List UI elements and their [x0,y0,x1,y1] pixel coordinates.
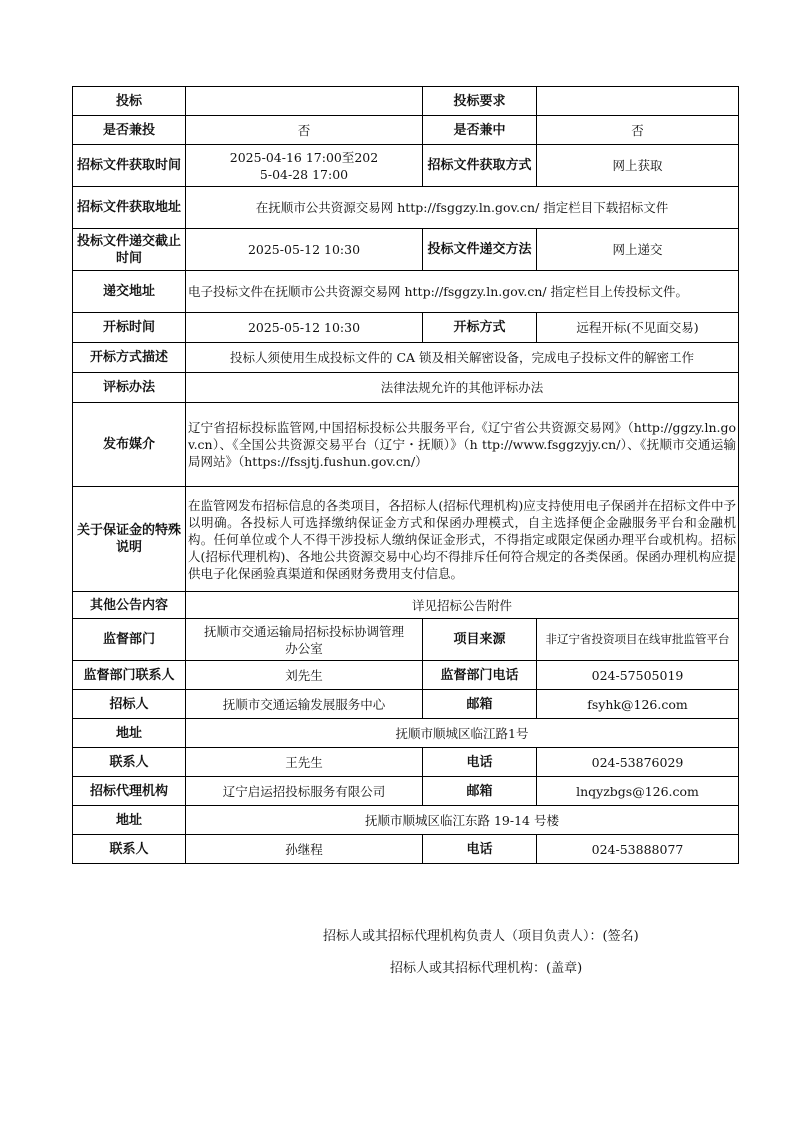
label-tender: 投标 [73,87,186,116]
value-concurrent-win: 否 [537,116,739,145]
value-tenderer-contact: 王先生 [186,748,423,777]
table-row [73,619,739,661]
value-submission-method: 网上递交 [537,229,739,271]
label-opening-method: 开标方式 [423,313,537,343]
value-tenderer-email: fsyhk@126.com [537,690,739,719]
value-opening-description: 投标人须使用生成投标文件的 CA 锁及相关解密设备，完成电子投标文件的解密工作 [186,343,739,373]
label-tenderer: 招标人 [73,690,186,719]
table-row [73,145,739,187]
value-agency-address: 抚顺市顺城区临江东路 19-14 号楼 [186,806,739,835]
table-row [73,806,739,835]
label-doc-acquire-method: 招标文件获取方式 [423,145,537,187]
label-agency-phone: 电话 [423,835,537,864]
table-row [73,116,739,145]
table-row [73,187,739,229]
table-row [73,343,739,373]
signature-line: 招标人或其招标代理机构负责人（项目负责人）：(签名) [323,929,639,944]
label-other-content: 其他公告内容 [73,592,186,619]
table-row [73,690,739,719]
table-row [73,835,739,864]
table-row [73,403,739,487]
value-doc-acquire-time: 2025-04-16 17:00至2025-04-28 17:00 [186,145,423,187]
value-submission-deadline: 2025-05-12 10:30 [186,229,423,271]
label-submission-deadline: 投标文件递交截止时间 [73,229,186,271]
label-doc-acquire-time: 招标文件获取时间 [73,145,186,187]
label-deposit-notes: 关于保证金的特殊说明 [73,487,186,592]
label-project-source: 项目来源 [423,619,537,661]
tender-info-table [72,86,739,864]
table-row [73,87,739,116]
table-row [73,592,739,619]
value-agency-email: lnqyzbgs@126.com [537,777,739,806]
label-tenderer-email: 邮箱 [423,690,537,719]
table-row [73,719,739,748]
label-concurrent-win: 是否兼中 [423,116,537,145]
label-agency-email: 邮箱 [423,777,537,806]
label-tenderer-contact: 联系人 [73,748,186,777]
table-row [73,487,739,592]
value-supervisor-contact: 刘先生 [186,661,423,690]
label-supervisor-phone: 监督部门电话 [423,661,537,690]
label-doc-acquire-address: 招标文件获取地址 [73,187,186,229]
value-agency-contact: 孙继程 [186,835,423,864]
value-agency: 辽宁启运招投标服务有限公司 [186,777,423,806]
table-row [73,313,739,343]
value-doc-acquire-method: 网上获取 [537,145,739,187]
value-opening-method: 远程开标(不见面交易) [537,313,739,343]
label-agency-contact: 联系人 [73,835,186,864]
value-tenderer-address: 抚顺市顺城区临江路1号 [186,719,739,748]
value-tender-requirement [537,87,739,116]
value-submission-address: 电子投标文件在抚顺市公共资源交易网 http://fsggzy.ln.gov.cn/ 指定栏目上传投标文件。 [186,271,739,313]
value-opening-time: 2025-05-12 10:30 [186,313,423,343]
label-opening-time: 开标时间 [73,313,186,343]
table-row [73,373,739,403]
value-publish-media: 辽宁省招标投标监管网,中国招标投标公共服务平台,《辽宁省公共资源交易网》（http://ggzy.ln.gov.cn）、《全国公共资源交易平台（辽宁・抚顺）》（h ttp://www.fsggzyjy.cn/）、《抚顺市交通运输局网站》（https://fssjtj.fushun.gov.cn/） [186,403,739,487]
label-tenderer-address: 地址 [73,719,186,748]
value-tenderer: 抚顺市交通运输发展服务中心 [186,690,423,719]
value-project-source: 非辽宁省投资项目在线审批监管平台 [537,619,739,661]
value-doc-acquire-address: 在抚顺市公共资源交易网 http://fsggzy.ln.gov.cn/ 指定栏目下载招标文件 [186,187,739,229]
label-evaluation-method: 评标办法 [73,373,186,403]
table-row [73,229,739,271]
label-opening-description: 开标方式描述 [73,343,186,373]
label-submission-method: 投标文件递交方法 [423,229,537,271]
value-tenderer-phone: 024-53876029 [537,748,739,777]
table-row [73,777,739,806]
table-row [73,748,739,777]
value-supervisor: 抚顺市交通运输局招标投标协调管理办公室 [186,619,423,661]
label-tenderer-phone: 电话 [423,748,537,777]
seal-line: 招标人或其招标代理机构：(盖章) [390,961,583,976]
label-supervisor: 监督部门 [73,619,186,661]
value-tender [186,87,423,116]
value-concurrent-bid: 否 [186,116,423,145]
value-supervisor-phone: 024-57505019 [537,661,739,690]
value-other-content: 详见招标公告附件 [186,592,739,619]
label-agency: 招标代理机构 [73,777,186,806]
table-row [73,271,739,313]
value-evaluation-method: 法律法规允许的其他评标办法 [186,373,739,403]
label-submission-address: 递交地址 [73,271,186,313]
value-deposit-notes: 在监管网发布招标信息的各类项目，各招标人(招标代理机构)应支持使用电子保函并在招标文件中予以明确。各投标人可选择缴纳保证金方式和保函办理模式，自主选择便企金融服务平台和金融机构。任何单位或个人不得干涉投标人缴纳保证金形式，不得指定或限定保函办理平台或机构。招标人(招标代理机构)、各地公共资源交易中心均不得排斥任何符合规定的各类保函。保函办理机构应提供电子化保函验真渠道和保函财务费用支付信息。 [186,487,739,592]
value-agency-phone: 024-53888077 [537,835,739,864]
label-publish-media: 发布媒介 [73,403,186,487]
label-tender-requirement: 投标要求 [423,87,537,116]
label-supervisor-contact: 监督部门联系人 [73,661,186,690]
label-agency-address: 地址 [73,806,186,835]
label-concurrent-bid: 是否兼投 [73,116,186,145]
table-row [73,661,739,690]
